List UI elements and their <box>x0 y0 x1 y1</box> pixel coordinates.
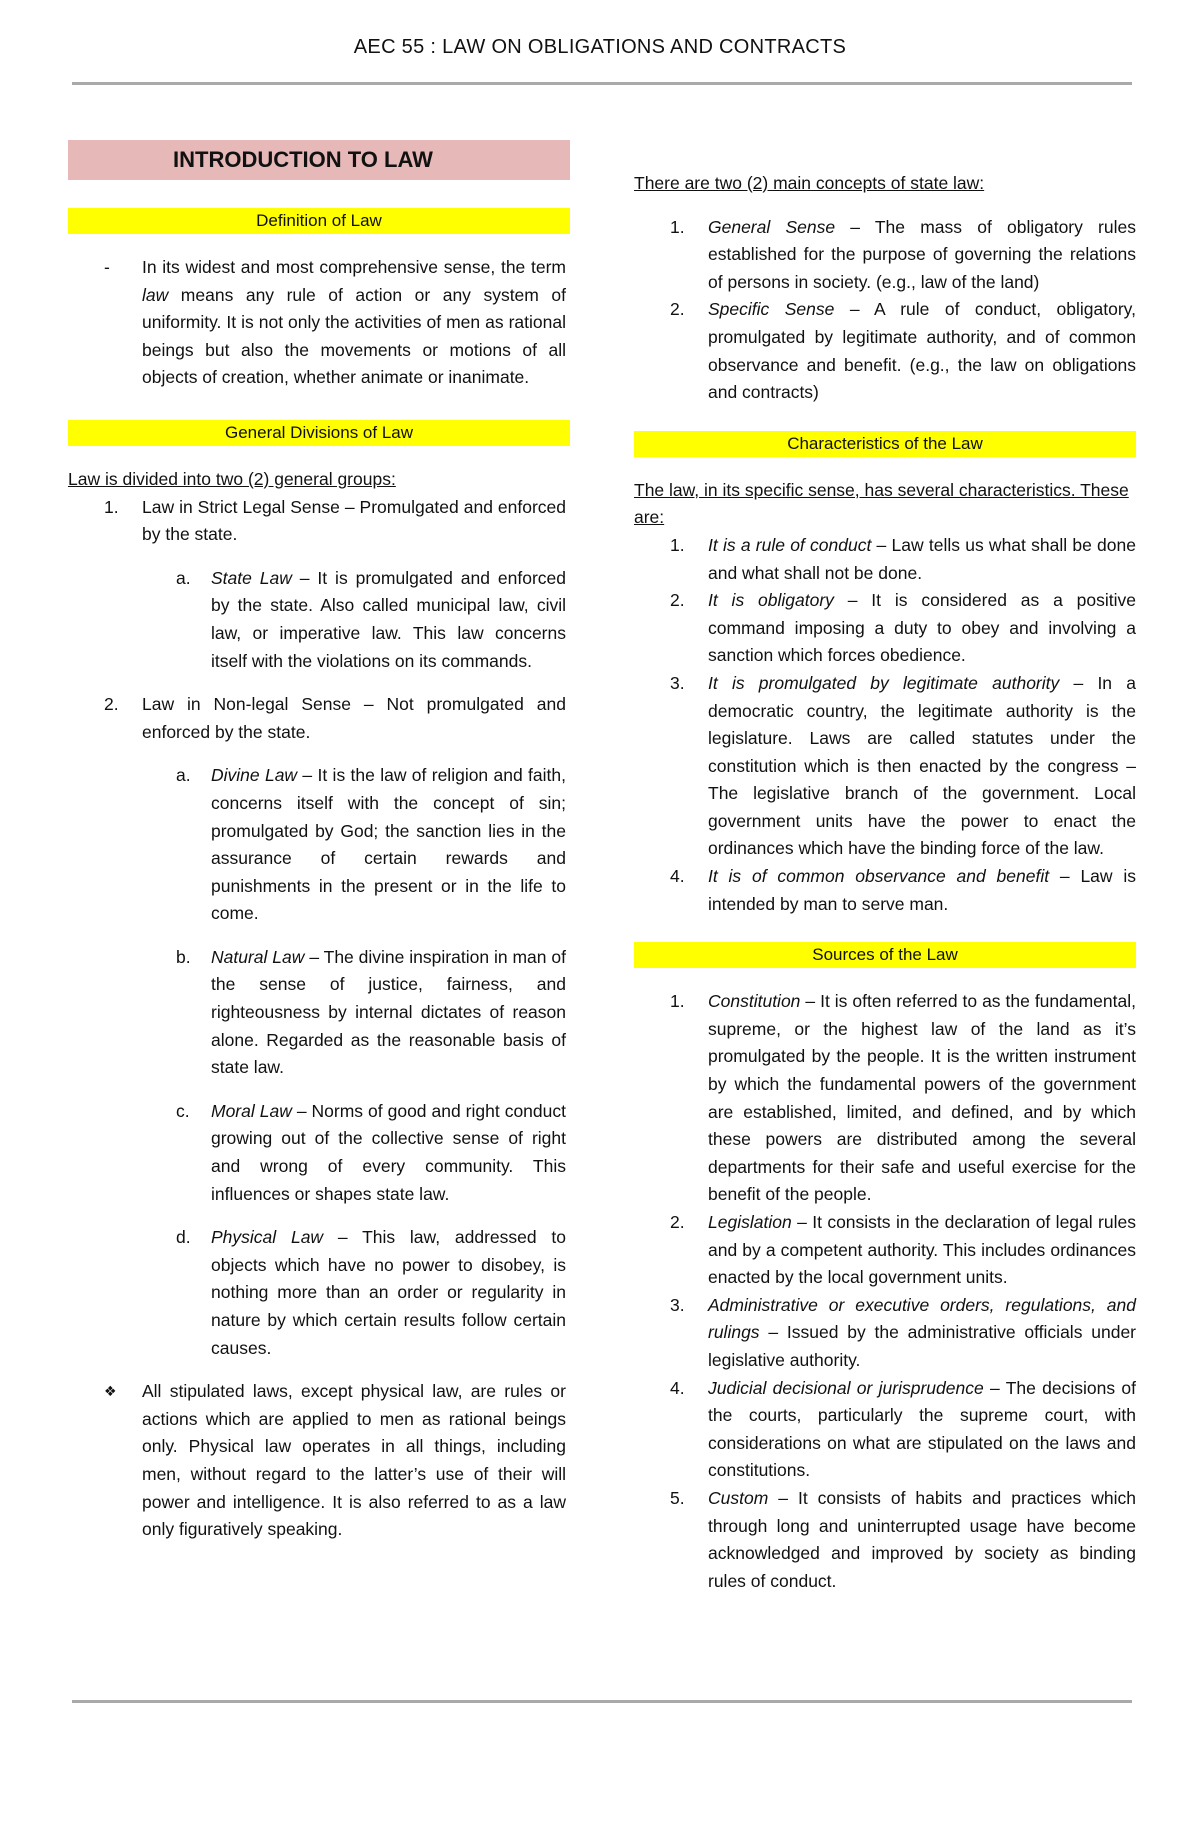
sub-item-divine-law <box>68 762 570 928</box>
definition-paragraph <box>68 254 570 392</box>
characteristic-text: It is promulgated by legitimate authority – In a democratic country, the legitimate authority is the legislature. Laws are called statutes under the constitution which is then enacted by the congress – The legislative branch of the government. Local government units have the power to enact the ordinances which have the binding force of the law. <box>708 672 1136 859</box>
concept-text: General Sense – The mass of obligatory rules established for the purpose of governing the relations of persons in society. (e.g., law of the land) <box>708 216 1136 292</box>
source-item <box>634 1485 1136 1595</box>
source-number: 2. <box>670 1212 685 1232</box>
source-item <box>634 988 1136 1209</box>
left-column <box>68 140 570 1544</box>
sub-item-natural-law <box>68 944 570 1082</box>
note-item <box>68 1378 570 1544</box>
characteristic-number: 3. <box>670 672 685 693</box>
source-text: Legislation – It consists in the declaration of legal rules and by a competent authority. This includes ordinances enacted by the local government units. <box>708 1212 1136 1288</box>
division-text: Law in Strict Legal Sense – Promulgated and enforced by the state. <box>142 496 566 545</box>
division-text: Law in Non-legal Sense – Not promulgated and enforced by the state. <box>142 694 566 742</box>
source-text: Constitution – It is often referred to as the fundamental, supreme, or the highest law of the land as it’s promulgated by the people. It is the written instrument by which the fundamental powers of the government are established, limited, and defined, and by which these powers are distributed among the several departments for their safe and useful exercise for the benefit of the people. <box>708 991 1136 1205</box>
source-text: Judicial decisional or jurisprudence – The decisions of the courts, particularly the supreme court, with considerations on what are stipulated on the laws and constitutions. <box>708 1377 1136 1481</box>
section-title: INTRODUCTION TO LAW <box>68 140 570 180</box>
page-header-title: AEC 55 : LAW ON OBLIGATIONS AND CONTRACTS <box>353 36 847 58</box>
characteristic-number: 4. <box>670 866 685 887</box>
source-item <box>634 1292 1136 1375</box>
division-item-strict <box>68 494 570 549</box>
divisions-heading: General Divisions of Law <box>68 420 570 446</box>
source-text: Custom – It consists of habits and practices which through long and uninterrupted usage have become acknowledged and improved by society as binding rules of conduct. <box>708 1487 1136 1591</box>
sub-item-mark: a. <box>176 765 191 786</box>
concept-item <box>634 214 1136 297</box>
source-item <box>634 1209 1136 1292</box>
sub-item-text: Divine Law – It is the law of religion and faith, concerns itself with the concept of sin; promulgated by God; the sanction lies in the assurance of certain rewards and punishments in the present or in the life to come. <box>211 765 566 924</box>
characteristic-text: It is a rule of conduct – Law tells us what shall be done and what shall not be done. <box>708 534 1136 583</box>
characteristic-number: 2. <box>670 590 685 611</box>
sources-heading: Sources of the Law <box>634 942 1136 968</box>
source-number: 5. <box>670 1487 685 1508</box>
characteristic-item <box>634 670 1136 863</box>
source-number: 4. <box>670 1377 685 1398</box>
diamond-bullet-icon: ❖ <box>104 1383 117 1400</box>
sub-item-mark: c. <box>176 1100 190 1121</box>
characteristics-intro: The law, in its specific sense, has several characteristics. These are: <box>634 479 1129 528</box>
header-divider <box>72 82 1132 85</box>
divisions-intro: Law is divided into two (2) general groups: <box>68 468 396 489</box>
characteristic-item <box>634 532 1136 587</box>
sub-item-text: State Law – It is promulgated and enforced by the state. Also called municipal law, civil law, or imperative law. This law concerns itself with the violations on its commands. <box>211 567 566 671</box>
concept-item <box>634 296 1136 406</box>
characteristics-heading: Characteristics of the Law <box>634 431 1136 457</box>
concept-number: 1. <box>670 216 685 237</box>
sub-item-mark: d. <box>176 1227 191 1248</box>
division-item-nonlegal <box>68 691 570 746</box>
characteristic-number: 1. <box>670 534 685 555</box>
sub-item-physical-law <box>68 1224 570 1362</box>
right-column <box>634 140 1136 1595</box>
source-item <box>634 1375 1136 1485</box>
concept-text: Specific Sense – A rule of conduct, obligatory, promulgated by legitimate authority, and of common observance and benefit. (e.g., the law on obligations and contracts) <box>708 299 1136 403</box>
note-text: All stipulated laws, except physical law, are rules or actions which are applied to men as rational beings only. Physical law operates in all things, including men, without regard to the latter’s use of their will power and intelligence. It is also referred to as a law only figuratively speaking. <box>142 1381 566 1540</box>
division-number: 2. <box>104 694 119 715</box>
concepts-intro: There are two (2) main concepts of state law: <box>634 173 985 193</box>
definition-text: In its widest and most comprehensive sense, the term law means any rule of action or any system of uniformity. It is not only the activities of men as rational beings but also the movements or motions of all objects of creation, whether animate or inanimate. <box>142 257 566 388</box>
sub-item-text: Physical Law – This law, addressed to objects which have no power to disobey, is nothing more than an order or regularity in nature by which certain results follow certain causes. <box>211 1227 566 1358</box>
sub-item-text: Natural Law – The divine inspiration in man of the sense of justice, fairness, and righteousness by internal dictates of reason alone. Regarded as the reasonable basis of state law. <box>211 946 566 1078</box>
division-number: 1. <box>104 496 119 517</box>
sub-item-text: Moral Law – Norms of good and right conduct growing out of the collective sense of right and wrong of every community. This influences or shapes state law. <box>211 1100 566 1204</box>
sub-item-state-law <box>68 565 570 675</box>
definition-dash: - <box>104 257 110 277</box>
characteristic-text: It is of common observance and benefit – Law is intended by man to serve man. <box>708 866 1136 914</box>
sub-item-moral-law <box>68 1098 570 1208</box>
characteristic-item <box>634 863 1136 918</box>
source-number: 1. <box>670 991 685 1012</box>
sub-item-mark: a. <box>176 567 191 588</box>
definition-heading: Definition of Law <box>68 208 570 234</box>
sub-item-mark: b. <box>176 946 191 967</box>
source-text: Administrative or executive orders, regulations, and rulings – Issued by the administrative officials under legislative authority. <box>708 1294 1136 1370</box>
characteristic-text: It is obligatory – It is considered as a positive command imposing a duty to obey and involving a sanction which forces obedience. <box>708 590 1136 666</box>
concept-number: 2. <box>670 299 685 320</box>
footer-divider <box>72 1700 1132 1703</box>
characteristic-item <box>634 587 1136 670</box>
source-number: 3. <box>670 1294 685 1315</box>
